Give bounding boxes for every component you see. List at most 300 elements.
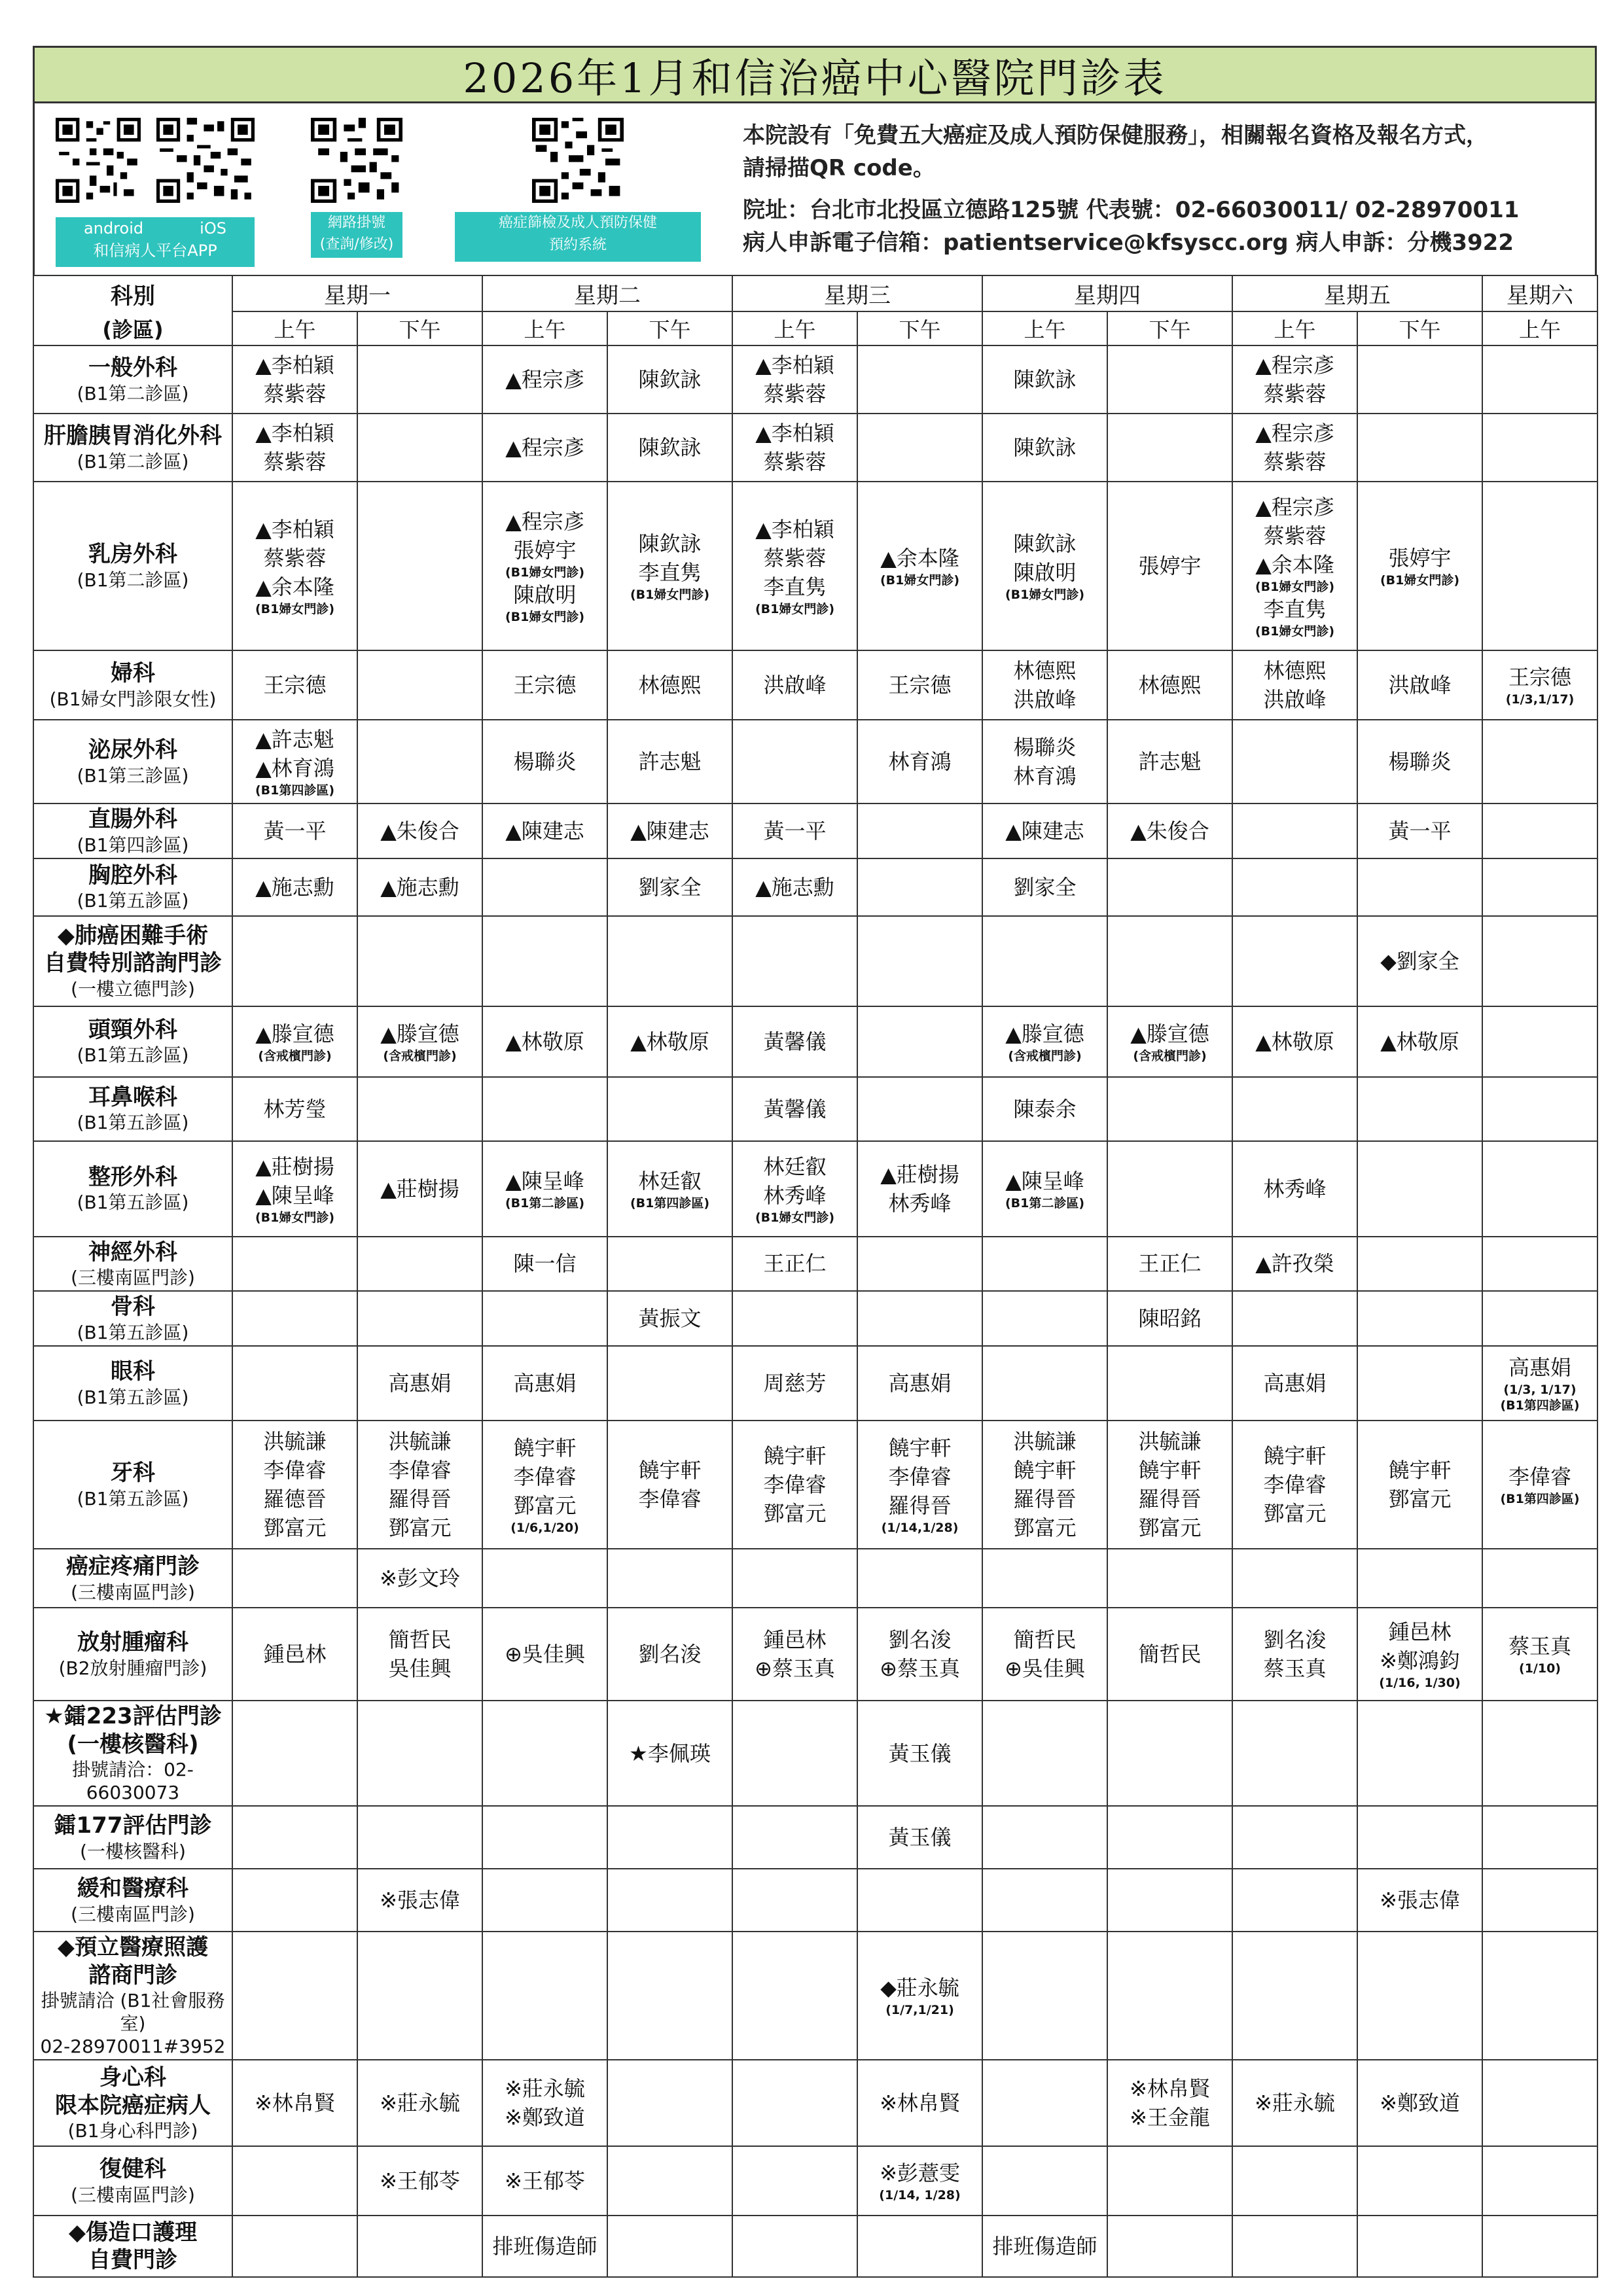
schedule-row <box>33 1237 1597 1292</box>
doctor-name: 簡哲民 <box>1013 1627 1077 1652</box>
slot-wed-am <box>732 916 857 1006</box>
slot-tue-am <box>482 1932 607 2060</box>
doctor-name: ▲許志魁 <box>255 727 334 752</box>
slot-thu-pm <box>1107 2060 1232 2146</box>
department-location: 掛號請洽 (B1社會服務室) <box>41 1990 225 2034</box>
doctor-name: 陳欽詠 <box>1013 531 1077 556</box>
slot-wed-pm <box>857 1006 982 1077</box>
slot-fri-pm <box>1357 1932 1482 2060</box>
slot-mon-am <box>232 650 357 720</box>
pm-header: 下午 <box>1357 311 1482 345</box>
doctor-note: (1/3,1/17) <box>1505 692 1575 707</box>
slot-tue-am <box>482 1006 607 1077</box>
slot-tue-am <box>482 1806 607 1869</box>
doctor-name: 王正仁 <box>763 1251 827 1277</box>
doctor-name: 羅得晉 <box>1138 1487 1202 1511</box>
online-registration-label[interactable]: 網路掛號 (查詢/修改) <box>311 212 402 258</box>
department-location: (B1第五診區) <box>77 1044 189 1067</box>
slot-wed-pm <box>857 1608 982 1701</box>
slot-tue-am <box>482 1077 607 1141</box>
department-name: 胸腔外科 <box>88 862 177 889</box>
doctor-name: 蔡紫蓉 <box>763 381 827 406</box>
slot-mon-am <box>232 414 357 482</box>
slot-fri-pm <box>1357 1346 1482 1421</box>
clinic-schedule-table <box>33 275 1598 2278</box>
slot-tue-am <box>482 650 607 720</box>
department-name: 一般外科 <box>88 355 177 381</box>
slot-thu-pm <box>1107 1077 1232 1141</box>
doctor-name: 林育鴻 <box>888 749 952 774</box>
doctor-note: (B1婦女門診) <box>755 1210 835 1225</box>
department-cell <box>33 1932 232 2060</box>
doctor-name: 吳佳興 <box>388 1656 452 1681</box>
slot-mon-pm <box>357 720 482 804</box>
slot-mon-am <box>232 1932 357 2060</box>
doctor-name: ⊕蔡玉真 <box>755 1656 835 1681</box>
slot-tue-pm <box>607 858 732 916</box>
doctor-note: (B1第四診區) <box>255 783 335 798</box>
slot-sat-am <box>1482 2060 1597 2146</box>
slot-mon-pm <box>357 1291 482 1346</box>
schedule-row <box>33 1869 1597 1932</box>
slot-sat-am <box>1482 804 1597 858</box>
slot-mon-am <box>232 1006 357 1077</box>
slot-mon-pm <box>357 2216 482 2277</box>
slot-sat-am <box>1482 1346 1597 1421</box>
slot-wed-am <box>732 2060 857 2146</box>
doctor-name: ▲陳呈峰 <box>505 1168 584 1193</box>
department-cell <box>33 650 232 720</box>
doctor-note: (B1婦女門診) <box>755 602 835 616</box>
schedule-row <box>33 2060 1597 2146</box>
slot-wed-pm <box>857 1869 982 1932</box>
doctor-name: 洪毓謙 <box>388 1429 452 1454</box>
slot-wed-pm <box>857 1077 982 1141</box>
doctor-name: 蔡紫蓉 <box>763 546 827 571</box>
doctor-name: 鍾邑林 <box>263 1642 327 1667</box>
slot-tue-pm <box>607 1608 732 1701</box>
slot-thu-am <box>982 2146 1107 2216</box>
department-cell <box>33 2060 232 2146</box>
slot-tue-pm <box>607 2060 732 2146</box>
doctor-name: 林秀峰 <box>888 1190 952 1216</box>
slot-sat-am <box>1482 1608 1597 1701</box>
doctor-name: 陳欽詠 <box>1013 435 1077 460</box>
department-location: (B1第五診區) <box>77 1192 189 1214</box>
slot-tue-am <box>482 1237 607 1292</box>
department-cell <box>33 2216 232 2277</box>
doctor-name: ⊕吳佳興 <box>1005 1656 1085 1681</box>
slot-wed-pm <box>857 720 982 804</box>
doctor-name: 蔡紫蓉 <box>263 546 327 571</box>
doctor-name: 蔡玉真 <box>1263 1656 1327 1681</box>
slot-fri-pm <box>1357 2060 1482 2146</box>
slot-fri-pm <box>1357 916 1482 1006</box>
doctor-name: 高惠娟 <box>513 1371 577 1396</box>
slot-thu-pm <box>1107 1291 1232 1346</box>
am-header: 上午 <box>732 311 857 345</box>
slot-wed-pm <box>857 804 982 858</box>
doctor-name: ※莊永毓 <box>1255 2091 1335 2115</box>
department-name: 乳房外科 <box>88 541 177 568</box>
slot-wed-pm <box>857 916 982 1006</box>
doctor-name: 許志魁 <box>638 749 702 774</box>
slot-tue-am <box>482 1291 607 1346</box>
slot-thu-am <box>982 1291 1107 1346</box>
doctor-name: ▲程宗彥 <box>505 509 584 534</box>
slot-wed-am <box>732 482 857 650</box>
department-location: (B1第二診區) <box>77 569 189 591</box>
complaint-line: 病人申訴電子信箱：patientservice@kfsyscc.org 病人申訴：分機3922 <box>743 230 1514 256</box>
doctor-name: 蔡玉真 <box>1508 1634 1571 1659</box>
department-location: (B1第三診區) <box>77 764 189 786</box>
slot-thu-pm <box>1107 482 1232 650</box>
doctor-name: 陳欽詠 <box>638 435 702 460</box>
slot-tue-am <box>482 916 607 1006</box>
slot-wed-am <box>732 720 857 804</box>
slot-thu-pm <box>1107 2216 1232 2277</box>
slot-fri-am <box>1232 482 1357 650</box>
slot-tue-am <box>482 1549 607 1608</box>
slot-mon-pm <box>357 1141 482 1237</box>
doctor-name: ※張志偉 <box>1380 1888 1460 1913</box>
doctor-note: (1/10) <box>1519 1661 1561 1676</box>
doctor-name: 羅得晉 <box>888 1493 952 1518</box>
doctor-name: 劉家全 <box>1013 874 1077 900</box>
notice-line-1: 本院設有「免費五大癌症及成人預防保健服務」，相關報名資格及報名方式， <box>743 122 1488 149</box>
doctor-name: 洪毓謙 <box>263 1429 327 1454</box>
schedule-row <box>33 858 1597 916</box>
slot-mon-am <box>232 1421 357 1549</box>
doctor-name: 李偉睿 <box>638 1487 702 1511</box>
slot-tue-pm <box>607 1932 732 2060</box>
day-header-fri: 星期五 <box>1232 275 1482 311</box>
slot-mon-pm <box>357 1932 482 2060</box>
schedule-row <box>33 1291 1597 1346</box>
slot-fri-pm <box>1357 1806 1482 1869</box>
department-name: 自費門診 <box>88 2247 177 2273</box>
doctor-name: ※鄭鴻鈞 <box>1380 1648 1460 1673</box>
doctor-name: 饒宇軒 <box>1388 1458 1452 1483</box>
slot-tue-am <box>482 858 607 916</box>
doctor-note: (1/6,1/20) <box>510 1521 579 1535</box>
slot-wed-pm <box>857 1141 982 1237</box>
doctor-name: 黃玉儀 <box>888 1740 952 1766</box>
doctor-name: 黃一平 <box>263 818 327 843</box>
department-name: 緩和醫療科 <box>77 1875 188 1902</box>
doctor-name: 李偉睿 <box>388 1458 452 1483</box>
department-location: (B2放射腫瘤門診) <box>58 1657 207 1679</box>
doctor-note: (1/14,1/28) <box>881 1521 959 1535</box>
slot-thu-am <box>982 650 1107 720</box>
slot-fri-am <box>1232 1701 1357 1806</box>
slot-sat-am <box>1482 720 1597 804</box>
slot-tue-pm <box>607 414 732 482</box>
department-location: (B1第二診區) <box>77 450 189 472</box>
slot-tue-am <box>482 2216 607 2277</box>
screening-booking-label[interactable]: 癌症篩檢及成人預防保健 預約系統 <box>455 212 701 262</box>
day-header-sat: 星期六 <box>1482 275 1597 311</box>
slot-mon-pm <box>357 2146 482 2216</box>
department-name: ◆肺癌困難手術 <box>57 922 209 949</box>
doctor-name: 林育鴻 <box>1013 764 1077 788</box>
doctor-note: (B1第二診區) <box>1005 1195 1085 1210</box>
slot-tue-am <box>482 345 607 414</box>
slot-fri-am <box>1232 720 1357 804</box>
department-cell <box>33 1701 232 1806</box>
slot-fri-pm <box>1357 2216 1482 2277</box>
doctor-name: 李直隽 <box>763 574 827 599</box>
slot-wed-pm <box>857 482 982 650</box>
slot-mon-am <box>232 2146 357 2216</box>
department-cell <box>33 720 232 804</box>
slot-tue-pm <box>607 804 732 858</box>
doctor-name: ▲李柏穎 <box>755 517 834 542</box>
slot-wed-pm <box>857 1291 982 1346</box>
slot-wed-pm <box>857 1237 982 1292</box>
schedule-row <box>33 1549 1597 1608</box>
slot-mon-am <box>232 482 357 650</box>
slot-sat-am <box>1482 1549 1597 1608</box>
slot-thu-am <box>982 1421 1107 1549</box>
doctor-name: 蔡紫蓉 <box>763 450 827 474</box>
slot-fri-am <box>1232 1077 1357 1141</box>
doctor-name: 黃馨儀 <box>763 1029 827 1054</box>
slot-thu-pm <box>1107 1608 1232 1701</box>
slot-tue-pm <box>607 2146 732 2216</box>
pm-header: 下午 <box>607 311 732 345</box>
slot-tue-pm <box>607 1006 732 1077</box>
slot-fri-am <box>1232 804 1357 858</box>
department-location: (B1第二診區) <box>77 382 189 404</box>
slot-thu-am <box>982 1141 1107 1237</box>
doctor-note: (B1婦女門診) <box>505 565 585 580</box>
slot-fri-am <box>1232 1291 1357 1346</box>
doctor-name: 林廷叡 <box>763 1154 827 1179</box>
slot-wed-pm <box>857 858 982 916</box>
doctor-name: 陳啟明 <box>513 582 577 607</box>
doctor-name: ▲陳建志 <box>505 818 584 843</box>
slot-thu-pm <box>1107 1141 1232 1237</box>
doctor-name: ▲林敬原 <box>505 1029 584 1054</box>
slot-wed-pm <box>857 2146 982 2216</box>
slot-thu-am <box>982 1608 1107 1701</box>
slot-fri-am <box>1232 2060 1357 2146</box>
doctor-name: ▲李柏穎 <box>255 421 334 446</box>
department-location: 掛號請洽：02-66030073 <box>72 1759 194 1803</box>
slot-fri-pm <box>1357 1141 1482 1237</box>
slot-fri-pm <box>1357 482 1482 650</box>
slot-sat-am <box>1482 650 1597 720</box>
slot-tue-am <box>482 1141 607 1237</box>
schedule-row <box>33 1806 1597 1869</box>
slot-wed-am <box>732 1346 857 1421</box>
doctor-name: 張婷宇 <box>1388 546 1452 571</box>
slot-wed-am <box>732 1237 857 1292</box>
slot-wed-am <box>732 1869 857 1932</box>
slot-tue-pm <box>607 1549 732 1608</box>
am-header: 上午 <box>232 311 357 345</box>
slot-wed-am <box>732 804 857 858</box>
slot-wed-am <box>732 650 857 720</box>
slot-fri-pm <box>1357 1077 1482 1141</box>
doctor-name: 林德熙 <box>1138 673 1202 698</box>
slot-mon-pm <box>357 1346 482 1421</box>
doctor-name: 陳啟明 <box>1013 560 1077 585</box>
department-name: 限本院癌症病人 <box>55 2092 211 2119</box>
slot-fri-pm <box>1357 858 1482 916</box>
slot-fri-pm <box>1357 1291 1482 1346</box>
doctor-name: ⊕蔡玉真 <box>880 1656 960 1681</box>
doctor-note: (1/14, 1/28) <box>879 2188 961 2202</box>
pm-header: 下午 <box>357 311 482 345</box>
app-download-label[interactable] <box>56 217 255 267</box>
doctor-name: ▲余本隆 <box>255 574 334 599</box>
doctor-name: 鄧富元 <box>263 1515 327 1540</box>
doctor-note: (B1第四診區) <box>1500 1492 1580 1506</box>
schedule-row <box>33 720 1597 804</box>
doctor-name: 高惠娟 <box>888 1371 952 1396</box>
qr-code-registration[interactable] <box>311 118 402 203</box>
doctor-name: 張婷宇 <box>1138 554 1202 578</box>
qr-code-android[interactable] <box>56 118 141 203</box>
doctor-name: ▲李柏穎 <box>255 517 334 542</box>
slot-fri-pm <box>1357 345 1482 414</box>
page-title: 2026年1月和信治癌中心醫院門診表 <box>33 46 1597 103</box>
doctor-name: 高惠娟 <box>1508 1355 1571 1380</box>
doctor-name: 饒宇軒 <box>513 1436 577 1460</box>
slot-fri-pm <box>1357 1549 1482 1608</box>
slot-tue-pm <box>607 1806 732 1869</box>
slot-tue-pm <box>607 650 732 720</box>
doctor-name: ※王金龍 <box>1130 2105 1210 2130</box>
address-line: 院址：台北市北投區立德路125號 代表號：02-66030011/ 02-28970011 <box>743 197 1520 223</box>
slot-wed-am <box>732 414 857 482</box>
slot-fri-am <box>1232 650 1357 720</box>
department-location: (一樓立德門診) <box>71 978 195 1000</box>
department-location: (B1第四診區) <box>77 834 189 856</box>
slot-thu-am <box>982 1701 1107 1806</box>
slot-tue-am <box>482 1701 607 1806</box>
day-header-thu: 星期四 <box>982 275 1232 311</box>
slot-mon-am <box>232 2060 357 2146</box>
department-cell <box>33 1141 232 1237</box>
doctor-name: 劉名浚 <box>888 1627 952 1652</box>
doctor-name: 蔡紫蓉 <box>263 381 327 406</box>
doctor-name: 鄧富元 <box>1388 1487 1452 1511</box>
slot-fri-pm <box>1357 414 1482 482</box>
doctor-name: ▲施志勳 <box>380 874 459 900</box>
slot-thu-am <box>982 1346 1107 1421</box>
doctor-name: ▲林敬原 <box>1255 1029 1334 1054</box>
slot-mon-pm <box>357 650 482 720</box>
qr-code-screening[interactable] <box>532 118 624 203</box>
department-location: (B1婦女門診限女性) <box>49 688 217 710</box>
slot-fri-am <box>1232 1932 1357 2060</box>
doctor-name: 陳一信 <box>513 1251 577 1277</box>
slot-fri-am <box>1232 1806 1357 1869</box>
slot-fri-am <box>1232 1346 1357 1421</box>
slot-wed-am <box>732 1291 857 1346</box>
department-name: 整形外科 <box>88 1163 177 1190</box>
schedule-row <box>33 482 1597 650</box>
doctor-name: ▲莊樹揚 <box>255 1154 334 1179</box>
slot-mon-am <box>232 804 357 858</box>
slot-wed-am <box>732 1932 857 2060</box>
slot-fri-am <box>1232 1608 1357 1701</box>
doctor-name: 李偉睿 <box>1263 1472 1327 1497</box>
schedule-row <box>33 1346 1597 1421</box>
slot-fri-pm <box>1357 1237 1482 1292</box>
slot-sat-am <box>1482 2216 1597 2277</box>
slot-mon-pm <box>357 1549 482 1608</box>
slot-tue-am <box>482 1869 607 1932</box>
department-name: 骨科 <box>111 1294 155 1320</box>
department-name: 放射腫瘤科 <box>77 1629 188 1656</box>
slot-mon-am <box>232 345 357 414</box>
slot-mon-am <box>232 2216 357 2277</box>
department-location: (三樓南區門診) <box>71 2183 195 2206</box>
slot-mon-am <box>232 1608 357 1701</box>
doctor-name: ▲許孜榮 <box>1255 1251 1334 1277</box>
slot-thu-am <box>982 1932 1107 2060</box>
day-header-mon: 星期一 <box>232 275 482 311</box>
ios-label: iOS <box>200 219 226 238</box>
day-header-tue: 星期二 <box>482 275 732 311</box>
doctor-name: ▲滕宣德 <box>255 1021 334 1046</box>
department-location: (三樓南區門診) <box>71 1267 195 1288</box>
slot-sat-am <box>1482 1701 1597 1806</box>
doctor-name: 劉名浚 <box>638 1642 702 1667</box>
doctor-name: 王宗德 <box>888 673 952 698</box>
department-name: 鐳177評估門診 <box>54 1812 212 1839</box>
doctor-name: 黃馨儀 <box>763 1096 827 1122</box>
doctor-name: 周慈芳 <box>763 1371 827 1396</box>
department-name: 諮商門診 <box>88 1962 177 1988</box>
slot-mon-am <box>232 858 357 916</box>
slot-thu-pm <box>1107 414 1232 482</box>
schedule-row <box>33 2146 1597 2216</box>
doctor-name: 羅得晉 <box>1013 1487 1077 1511</box>
doctor-name: 饒宇軒 <box>888 1436 952 1460</box>
slot-mon-am <box>232 1549 357 1608</box>
slot-tue-pm <box>607 345 732 414</box>
slot-mon-pm <box>357 804 482 858</box>
department-name: 頭頸外科 <box>88 1016 177 1043</box>
doctor-name: 許志魁 <box>1138 749 1202 774</box>
department-name: 身心科 <box>99 2064 166 2091</box>
doctor-name: ※張志偉 <box>380 1888 460 1913</box>
pm-header: 下午 <box>1107 311 1232 345</box>
slot-thu-am <box>982 345 1107 414</box>
slot-mon-am <box>232 916 357 1006</box>
doctor-name: ▲程宗彥 <box>1255 353 1334 378</box>
slot-mon-am <box>232 1701 357 1806</box>
doctor-name: 李直隽 <box>638 560 702 585</box>
doctor-name: 楊聯炎 <box>513 749 577 774</box>
department-cell <box>33 345 232 414</box>
department-name: 直腸外科 <box>88 806 177 832</box>
department-name: ★鐳223評估門診 <box>44 1703 222 1729</box>
doctor-name: ★李佩瑛 <box>629 1740 711 1766</box>
doctor-name: 李偉睿 <box>888 1464 952 1489</box>
doctor-note: (B1婦女門診) <box>1255 580 1335 594</box>
qr-code-ios[interactable] <box>156 118 255 203</box>
slot-thu-pm <box>1107 1006 1232 1077</box>
doctor-name: 鄧富元 <box>1013 1515 1077 1540</box>
doctor-note: (B1婦女門診) <box>255 1210 335 1225</box>
doctor-name: 李直隽 <box>1263 597 1327 622</box>
